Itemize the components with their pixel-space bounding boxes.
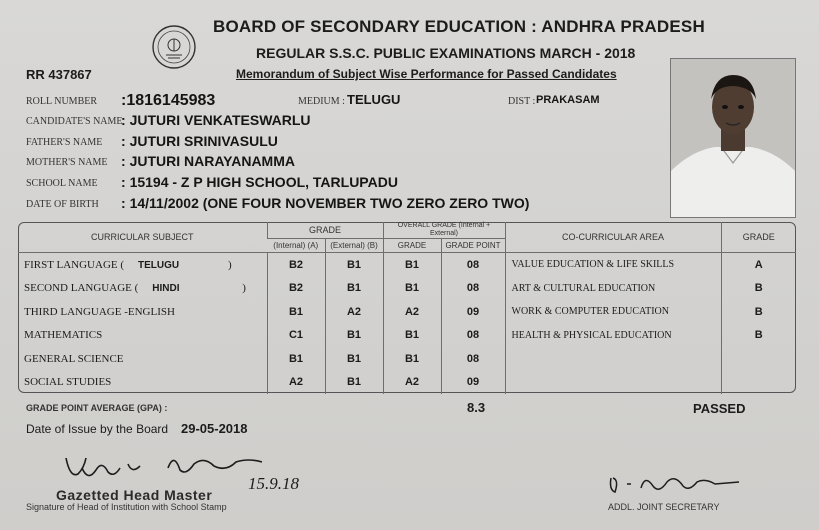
subject-name: [18, 300, 267, 324]
portrait-image: [671, 59, 795, 217]
cocurricular-area: [505, 347, 721, 371]
cocurricular-grade: A: [721, 253, 796, 277]
candidate-photo: [670, 58, 796, 218]
external-grade: B1: [325, 347, 383, 371]
external-grade: B1: [325, 277, 383, 301]
internal-grade: B1: [267, 300, 325, 324]
subject-name: [18, 324, 267, 348]
cocurricular-grade: B: [721, 300, 796, 324]
external-grade: B1: [325, 253, 383, 277]
language-name: HINDI: [152, 283, 180, 295]
father-label: FATHER'S NAME: [26, 137, 103, 148]
exam-title: REGULAR S.S.C. PUBLIC EXAMINATIONS MARCH - 2018: [256, 45, 636, 61]
internal-grade: C1: [267, 324, 325, 348]
external-grade: B1: [325, 324, 383, 348]
grade-point: 08: [441, 277, 505, 301]
grade-point: 09: [441, 371, 505, 395]
roll-value: 1816145983: [126, 92, 216, 109]
cocurricular-grade: [721, 347, 796, 371]
header-overall-grade: GRADE: [383, 239, 441, 253]
dob-value: 14/11/2002 (ONE FOUR NOVEMBER TWO ZERO ZERO TWO): [129, 195, 530, 211]
header-cograde: GRADE: [721, 222, 796, 253]
father-name: : JUTURI SRINIVASULU: [121, 133, 278, 149]
name-value: JUTURI VENKATESWARLU: [129, 112, 311, 128]
subject-name: [18, 347, 267, 371]
table-row: [18, 347, 796, 371]
language-bracket: ): [242, 282, 246, 295]
header-subject: CURRICULAR SUBJECT: [90, 232, 194, 242]
dist-value: PRAKASAM: [536, 94, 600, 106]
table-row: [18, 324, 796, 348]
cocurricular-area: [505, 371, 721, 395]
subject-label: SOCIAL STUDIES: [24, 376, 112, 389]
grade-point: 08: [441, 347, 505, 371]
external-grade: A2: [325, 300, 383, 324]
table-row: [18, 300, 796, 324]
name-label: CANDIDATE'S NAME: [26, 116, 123, 127]
overall-grade: A2: [383, 300, 441, 324]
subject-name: [18, 253, 267, 277]
cocurricular-grade: B: [721, 277, 796, 301]
candidate-name: : JUTURI VENKATESWARLU: [121, 112, 311, 128]
school-value: 15194 - Z P HIGH SCHOOL, TARLUPADU: [129, 174, 398, 190]
header-cocurricular: CO-CURRICULAR AREA: [505, 222, 721, 253]
table-row: [18, 277, 796, 301]
dob: : 14/11/2002 (ONE FOUR NOVEMBER TWO ZERO ZERO TWO): [121, 195, 530, 211]
header-grade-point: GRADE POINT: [441, 239, 505, 253]
internal-grade: B2: [267, 277, 325, 301]
subject-label: THIRD LANGUAGE -ENGLISH: [24, 305, 175, 318]
subject-name: [18, 371, 267, 395]
language-bracket: ): [228, 258, 232, 271]
mother-value: JUTURI NARAYANAMMA: [129, 153, 295, 169]
cocurricular-area: VALUE EDUCATION & LIFE SKILLS: [505, 253, 721, 277]
overall-grade: B1: [383, 324, 441, 348]
grade-point: 09: [441, 300, 505, 324]
header-overall: OVERALL GRADE (Internal + External): [383, 222, 505, 239]
grades-table: [18, 222, 796, 394]
cocurricular-grade: [721, 371, 796, 395]
overall-grade: A2: [383, 371, 441, 395]
issue-label: Date of Issue by the Board: [26, 422, 169, 436]
dob-label: DATE OF BIRTH: [26, 199, 99, 210]
mother-name: : JUTURI NARAYANAMMA: [121, 153, 295, 169]
secretary-signature: [605, 470, 745, 498]
cocurricular-grade: B: [721, 324, 796, 348]
school-label: SCHOOL NAME: [26, 178, 98, 189]
internal-grade: B1: [267, 347, 325, 371]
table-row: [18, 371, 796, 395]
header-internal: (Internal) (A): [273, 241, 319, 250]
father-value: JUTURI SRINIVASULU: [129, 133, 278, 149]
cocurricular-area: ART & CULTURAL EDUCATION: [505, 277, 721, 301]
language-name: TELUGU: [138, 259, 180, 271]
memo-title: Memorandum of Subject Wise Performance for Passed Candidates: [236, 67, 617, 81]
dist-label: DIST :: [508, 96, 536, 107]
table-row: [18, 253, 796, 277]
board-emblem-icon: [151, 24, 197, 70]
overall-grade: B1: [383, 347, 441, 371]
gpa-label: GRADE POINT AVERAGE (GPA) :: [26, 403, 168, 413]
overall-grade: B1: [383, 253, 441, 277]
roll-number: :1816145983: [121, 92, 216, 109]
hm-title: Gazetted Head Master: [56, 487, 213, 503]
handwritten-date: 15.9.18: [248, 474, 299, 493]
header-grade: GRADE: [267, 222, 383, 239]
overall-grade: B1: [383, 277, 441, 301]
internal-grade: B2: [267, 253, 325, 277]
subject-label: MATHEMATICS: [24, 329, 103, 342]
issue-date: 29-05-2018: [181, 421, 248, 436]
result-status: PASSED: [693, 401, 746, 416]
subject-label: SECOND LANGUAGE (: [24, 282, 139, 295]
subject-label: GENERAL SCIENCE: [24, 352, 124, 365]
subject-label: FIRST LANGUAGE (: [24, 258, 125, 271]
board-title: BOARD OF SECONDARY EDUCATION : ANDHRA PRADESH: [213, 17, 705, 36]
grade-point: 08: [441, 324, 505, 348]
cocurricular-area: HEALTH & PHYSICAL EDUCATION: [505, 324, 721, 348]
gpa-value: 8.3: [467, 400, 486, 415]
header-external: (External) (B): [325, 239, 383, 253]
hm-caption: Signature of Head of Institution with School Stamp: [26, 502, 227, 512]
mother-label: MOTHER'S NAME: [26, 157, 108, 168]
serial-number: RR 437867: [26, 67, 92, 82]
roll-label: ROLL NUMBER: [26, 96, 98, 107]
medium-value: TELUGU: [347, 92, 401, 107]
internal-grade: A2: [267, 371, 325, 395]
secretary-caption: ADDL. JOINT SECRETARY: [608, 502, 720, 512]
subject-name: [18, 277, 267, 301]
grade-point: 08: [441, 253, 505, 277]
medium-label: MEDIUM :: [298, 96, 345, 107]
school-name: : 15194 - Z P HIGH SCHOOL, TARLUPADU: [121, 174, 398, 190]
cocurricular-area: WORK & COMPUTER EDUCATION: [505, 300, 721, 324]
external-grade: B1: [325, 371, 383, 395]
